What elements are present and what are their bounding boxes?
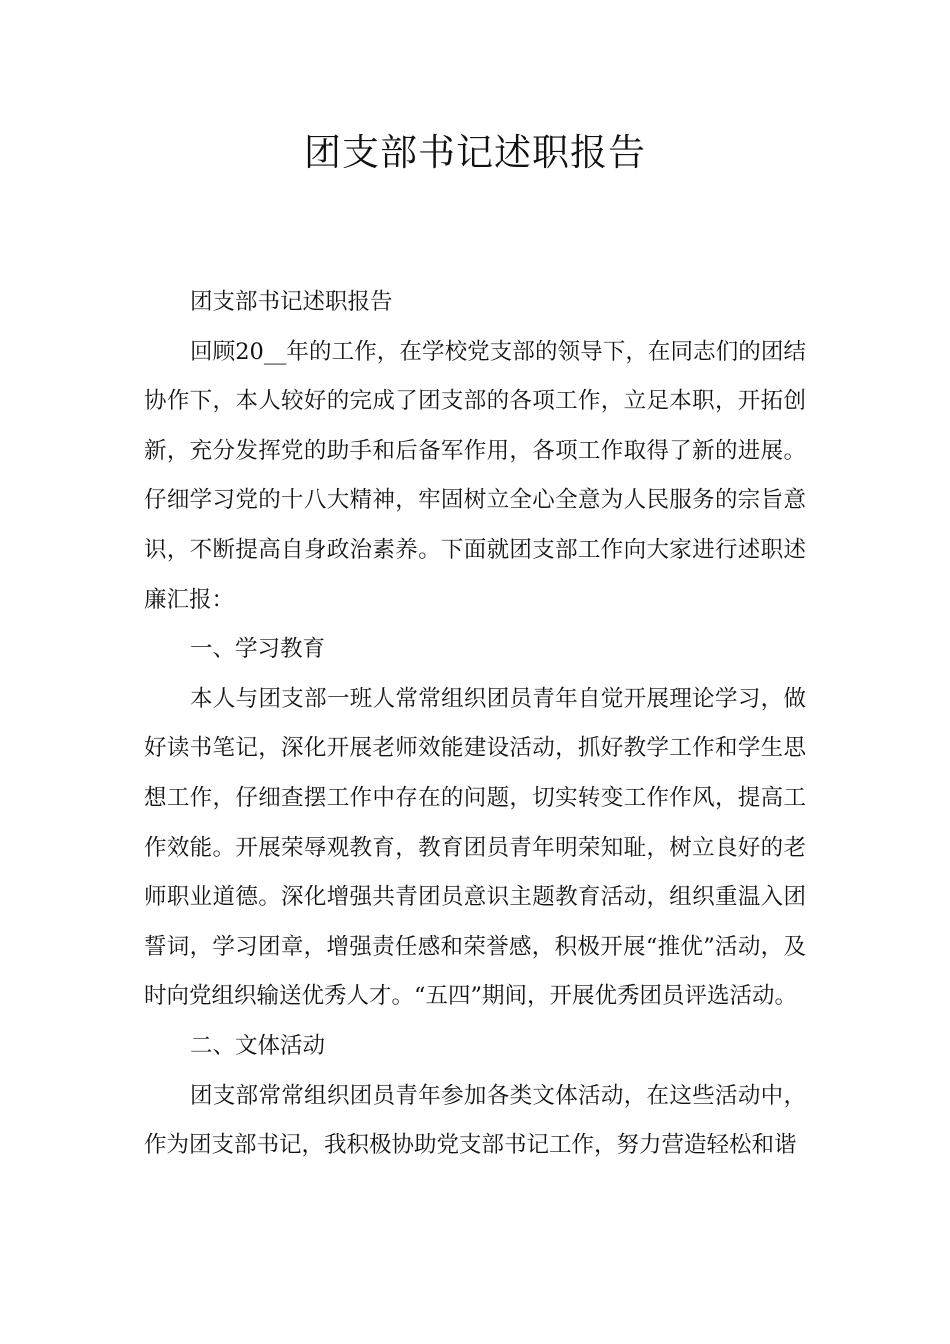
paragraph-activities: 团支部常常组织团员青年参加各类文体活动，在这些活动中，作为团支部书记，我积极协助党支部书记工作，努力营造轻松和谐: [144, 1082, 806, 1159]
section-heading-study: 一、学习教育: [190, 636, 326, 663]
paragraph-intro: 回顾20__年的工作，在学校党支部的领导下，在同志们的团结协作下，本人较好的完成了团支部的各项工作，立足本职，开拓创新，充分发挥党的助手和后备军作用，各项工作取得了新的进展。仔细学习党的十八大精神，牢固树立全心全意为人民服务的宗旨意识，不断提高自身政治素养。下面就团支部工作向大家进行述职述廉汇报：: [144, 338, 806, 613]
paragraph-study: 本人与团支部一班人常常组织团员青年自觉开展理论学习，做好读书笔记，深化开展老师效能建设活动，抓好教学工作和学生思想工作，仔细查摆工作中存在的问题，切实转变工作作风，提高工作效能。开展荣辱观教育，教育团员青年明荣知耻，树立良好的老师职业道德。深化增强共青团员意识主题教育活动，组织重温入团誓词，学习团章，增强责任感和荣誉感，积极开展“推优”活动，及时向党组织输送优秀人才。“五四”期间，开展优秀团员评选活动。: [144, 685, 806, 1010]
document-body: [144, 278, 806, 1171]
paragraph-heading-repeat: 团支部书记述职报告: [190, 289, 393, 315]
document-title: 团支部书记述职报告: [304, 131, 646, 174]
section-heading-activities: 二、文体活动: [190, 1032, 326, 1059]
